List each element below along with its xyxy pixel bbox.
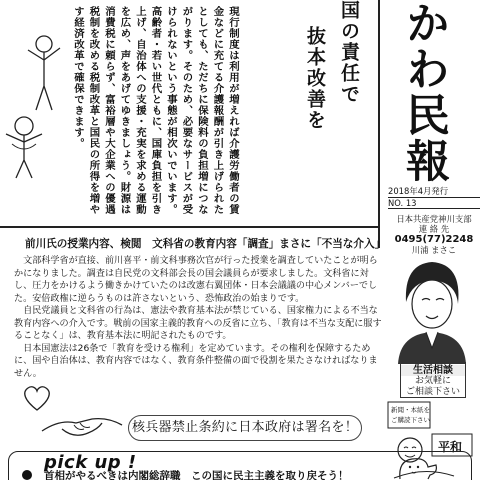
phone-number: 0495(77)2248: [394, 233, 474, 245]
issue-number: NO. 13: [388, 198, 480, 210]
bullet-icon: [22, 470, 32, 480]
headline-line-1: 国の責任で: [338, 0, 360, 105]
consultation-box: [400, 362, 466, 398]
section-body: [14, 255, 386, 380]
contact-person: 川浦 まさこ: [411, 244, 457, 255]
stamp-caption-2: ご購読下さい: [391, 416, 430, 424]
body-paragraph: 日本国憲法は26条で「教育を受ける権利」を定めています。その権利を保障するために、国や自治体は、教育内容ではなく、教育条件整備の面で役割を果たさなければなりません。: [14, 343, 378, 379]
article-headline: [290, 0, 376, 150]
handshake-illustration: [40, 405, 125, 445]
consultation-line-1: お気軽に: [414, 376, 451, 386]
contact-label: 連 絡 先: [418, 224, 450, 235]
body-paragraph: 自民党議員と文科省の行為は、憲法や教育基本法が禁じている、国家権力による不当な教育内容への介入です。戦前の国家主義的教育への反省に立ち、「教育は不当な支配に服することなく」は、教育基本法に明記されたものです。: [14, 306, 382, 341]
consultation-line-2: ご相談下さい: [405, 387, 460, 397]
stamp-caption-1: 新聞・本紙を: [391, 406, 430, 414]
newspaper-title: かわ民報: [398, 0, 449, 184]
section-divider: [0, 226, 380, 228]
pickup-label: pick up !: [40, 452, 141, 473]
contact-portrait: [386, 252, 478, 364]
nuclear-treaty-banner: 核兵器禁止条約に日本政府は署名を！: [128, 415, 362, 441]
contact-info: [388, 214, 480, 255]
dog-mascot-illustration: [396, 455, 440, 480]
body-paragraph: 文部科学省が直接、前川喜平・前文科事務次官が行った授業を調査していたことが明らかになりました。調査は自民党の文科部会長の国会議員らが要求しました。文科省に対し、圧力をかけるよう働きかけていたのは改憲右翼団体・日本会議議の中心メンバーでした。安倍政権に逆らうものは許さないという、恐怖政治の始まりです。: [14, 256, 378, 304]
masthead: [378, 0, 480, 255]
care-insurance-article: 現行制度は利用が増えれば介護労働者の賃金などに充てる介護報酬が引き上げられたとしても、ただちに保険料の負担増につながります。そのため、必要なサービスが受けられないという事態が相次いでいます。高齢者・若い世代ともに、国庫負担を引き上げ、自治体への支援・充実を求める運動を広め、声をあげてゆきましょう。財源は消費税に頼らず、富裕層や大企業への優遇税制を改める税制改革と国民の所得を増やす経済改革で確保できます。: [72, 6, 239, 215]
pickup-headline: 首相がやるべきは内閣総辞職 この国に民主主義を取り戻そう！: [44, 470, 349, 480]
consultation-title: 生活相談: [401, 365, 465, 376]
stamp-word: 平和: [438, 440, 463, 454]
issue-info: [388, 186, 480, 209]
exercise-figures-illustration: [2, 34, 64, 179]
publisher-name: 日本共産党神川支部: [396, 214, 472, 224]
section-title: 前川氏の授業内容、検閲 文科省の教育内容「調査」まさに「不当な介入」: [25, 238, 386, 250]
headline-line-2: 抜本改善を: [304, 26, 326, 131]
issue-date: 2018年4月発行: [388, 186, 480, 198]
